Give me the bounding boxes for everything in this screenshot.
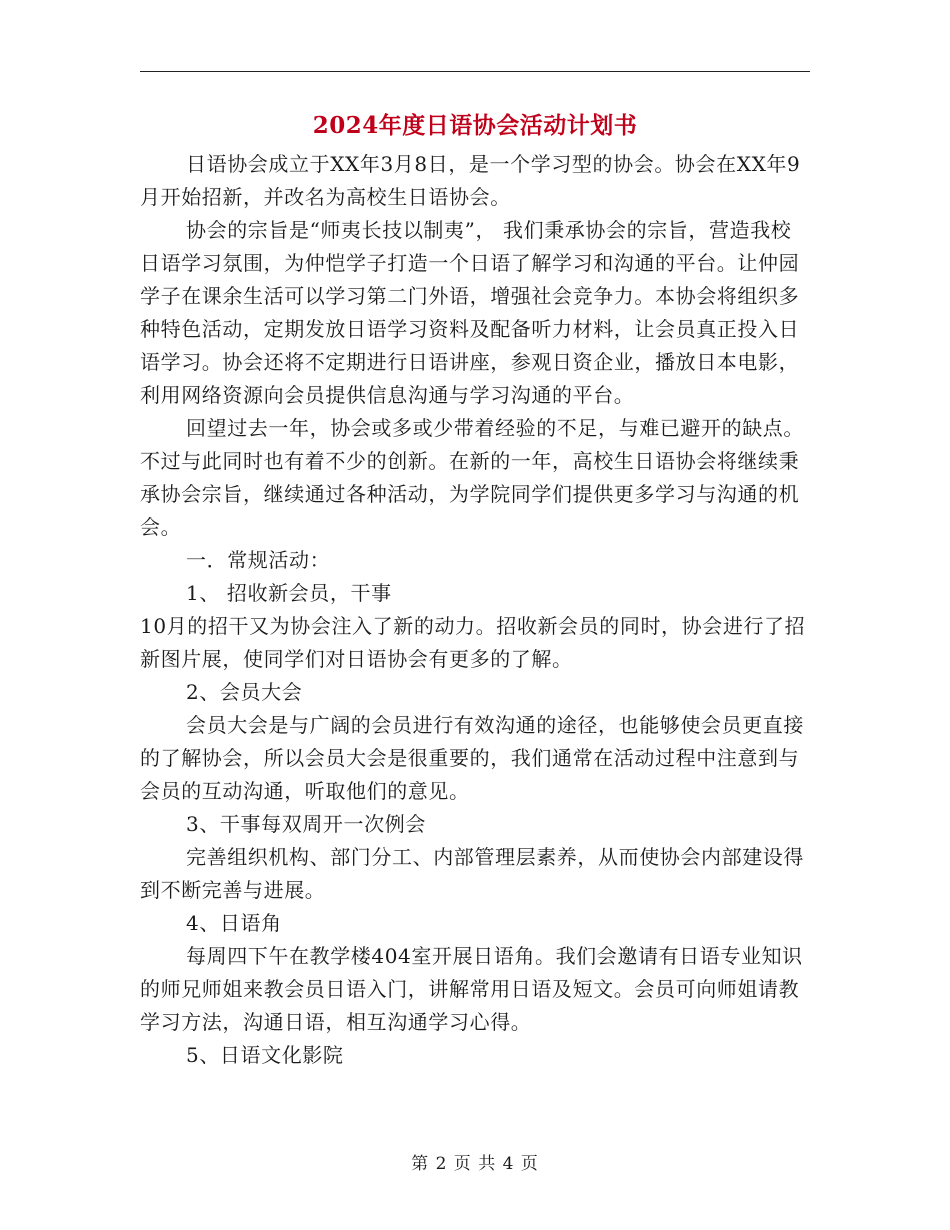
paragraph-japanese-corner: 每周四下午在教学楼404室开展日语角。我们会邀请有日语专业知识的师兄师姐来教会员日语入门，讲解常用日语及短文。会员可向师姐请教学习方法，沟通日语，相互沟通学习心得。 bbox=[140, 944, 803, 1034]
paragraph-purpose: 协会的宗旨是“师夷长技以制夷”， 我们秉承协会的宗旨，营造我校日语学习氛围，为仲恺学子打造一个日语了解学习和沟通的平台。让仲园学子在课余生活可以学习第二门外语，增强社会竞争力。本协会将组织多种特色活动，定期发放日语学习资料及配备听力材料，让会员真正投入日语学习。协会还将不定期进行日语讲座，参观日资企业，播放日本电影，利用网络资源向会员提供信息沟通与学习沟通的平台。 bbox=[140, 218, 800, 407]
paragraph-review: 回望过去一年，协会或多或少带着经验的不足，与难已避开的缺点。不过与此同时也有着不少的创新。在新的一年，高校生日语协会将继续秉承协会宗旨，继续通过各种活动，为学院同学们提供更多学习与沟通的机会。 bbox=[140, 416, 804, 539]
section-heading-regular-activities: 一．常规活动： bbox=[186, 548, 331, 572]
item-heading-japanese-corner: 4、日语角 bbox=[186, 911, 282, 935]
paragraph-intro: 日语协会成立于XX年3月8日，是一个学习型的协会。协会在XX年9月开始招新，并改名为高校生日语协会。 bbox=[140, 152, 801, 209]
header-rule bbox=[140, 71, 810, 72]
item-heading-recruit: 1、 招收新会员，干事 bbox=[186, 581, 392, 605]
document-title: 2024年度日语协会活动计划书 bbox=[312, 112, 638, 139]
document-body bbox=[140, 148, 810, 1072]
paragraph-recruit: 10月的招干又为协会注入了新的动力。招收新会员的同时，协会进行了招新图片展，使同学们对日语协会有更多的了解。 bbox=[140, 614, 806, 671]
paragraph-member-meeting: 会员大会是与广阔的会员进行有效沟通的途径，也能够使会员更直接的了解协会，所以会员大会是很重要的，我们通常在活动过程中注意到与会员的互动沟通，听取他们的意见。 bbox=[140, 713, 804, 803]
item-heading-film: 5、日语文化影院 bbox=[186, 1043, 344, 1067]
item-heading-member-meeting: 2、会员大会 bbox=[186, 680, 303, 704]
page-footer: 第 2 页 共 4 页 bbox=[411, 1154, 539, 1174]
paragraph-biweekly-meeting: 完善组织机构、部门分工、内部管理层素养，从而使协会内部建设得到不断完善与进展。 bbox=[140, 845, 804, 902]
item-heading-biweekly-meeting: 3、干事每双周开一次例会 bbox=[186, 812, 426, 836]
